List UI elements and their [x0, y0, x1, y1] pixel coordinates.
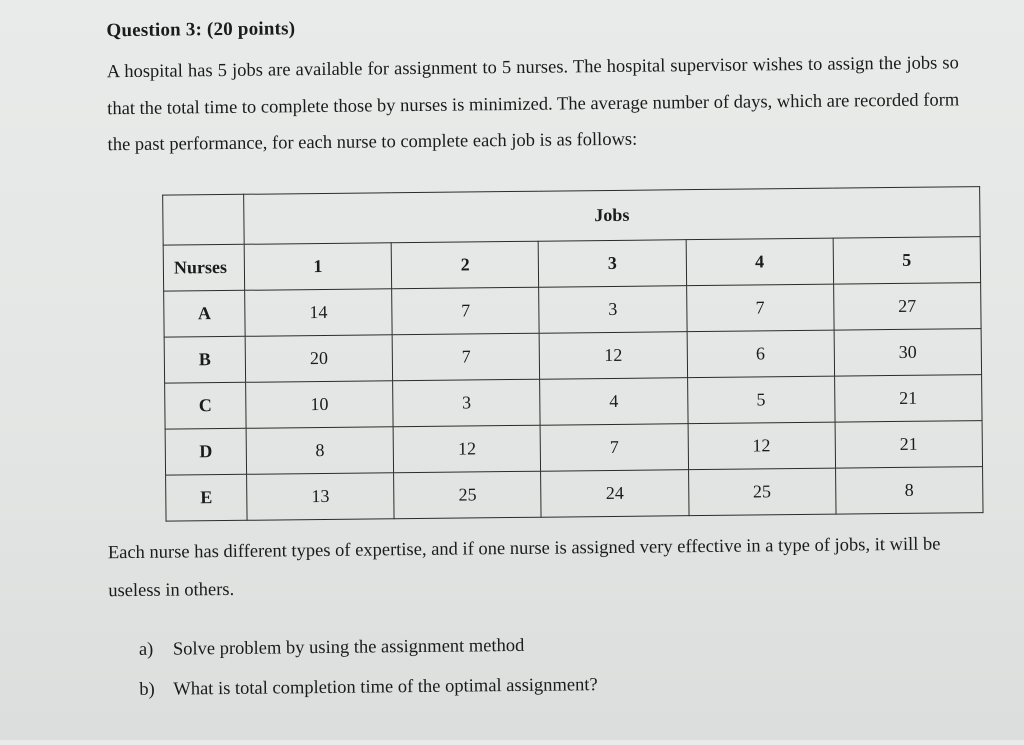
cost-cell: 8	[246, 427, 394, 475]
cost-cell: 20	[245, 335, 393, 383]
cost-cell: 10	[246, 381, 394, 429]
cost-cell: 30	[834, 329, 982, 377]
cost-cell: 13	[247, 473, 395, 521]
job-3-header: 3	[539, 240, 687, 288]
job-4-header: 4	[686, 238, 834, 286]
assignment-cost-table	[162, 186, 983, 522]
cost-cell: 21	[835, 421, 983, 469]
cost-cell: 3	[539, 286, 687, 334]
cost-cell: 25	[688, 468, 836, 516]
sub-question-text: What is total completion time of the optimal assignment?	[173, 675, 598, 700]
cost-cell: 7	[540, 424, 688, 472]
jobs-title: Jobs	[244, 187, 980, 245]
problem-statement: A hospital has 5 jobs are available for assignment to 5 nurses. The hospital supervisor wishes to assign the jobs so that the total time to complete those by nurses is minimized. The average number of days, which are recorded form the past performance, for each nurse to complete each job is as follows:	[106, 53, 960, 156]
sub-question-letter: a)	[138, 639, 154, 660]
sub-question-b	[139, 662, 939, 710]
cost-cell: 24	[541, 470, 689, 518]
corner-cell	[163, 194, 245, 245]
job-1-header: 1	[244, 243, 392, 291]
nurse-cell: E	[166, 474, 247, 521]
cost-cell: 8	[835, 467, 983, 515]
nurse-cell: A	[164, 290, 245, 337]
cost-cell: 6	[687, 330, 835, 378]
job-2-header: 2	[391, 241, 539, 289]
cost-cell: 7	[686, 284, 834, 332]
nurse-cell: C	[165, 382, 246, 429]
sub-question-text: Solve problem by using the assignment method	[172, 635, 525, 660]
cost-cell: 27	[833, 283, 981, 331]
table-header-row	[163, 187, 980, 246]
cost-cell: 21	[834, 375, 982, 423]
nurse-cell: D	[165, 428, 246, 475]
question-heading: Question 3: (20 points)	[106, 18, 296, 42]
cost-cell: 7	[392, 333, 540, 381]
nurse-cell: B	[164, 336, 245, 383]
job-5-header: 5	[833, 237, 981, 285]
cost-cell: 12	[393, 425, 541, 473]
nurses-label: Nurses	[163, 244, 244, 291]
cost-cell: 4	[540, 378, 688, 426]
sub-question-letter: b)	[139, 679, 155, 700]
cost-cell: 12	[539, 332, 687, 380]
cost-cell: 5	[687, 376, 835, 424]
expertise-note: Each nurse has different types of expertise, and if one nurse is assigned very effective in a type of jobs, it will be useless in others.	[107, 534, 941, 602]
cost-cell: 25	[394, 471, 542, 519]
cost-cell: 3	[393, 379, 541, 427]
cost-cell: 12	[688, 422, 836, 470]
sub-questions	[139, 622, 940, 710]
cost-cell: 7	[392, 287, 540, 335]
table-row	[166, 467, 983, 522]
cost-cell: 14	[245, 289, 393, 337]
